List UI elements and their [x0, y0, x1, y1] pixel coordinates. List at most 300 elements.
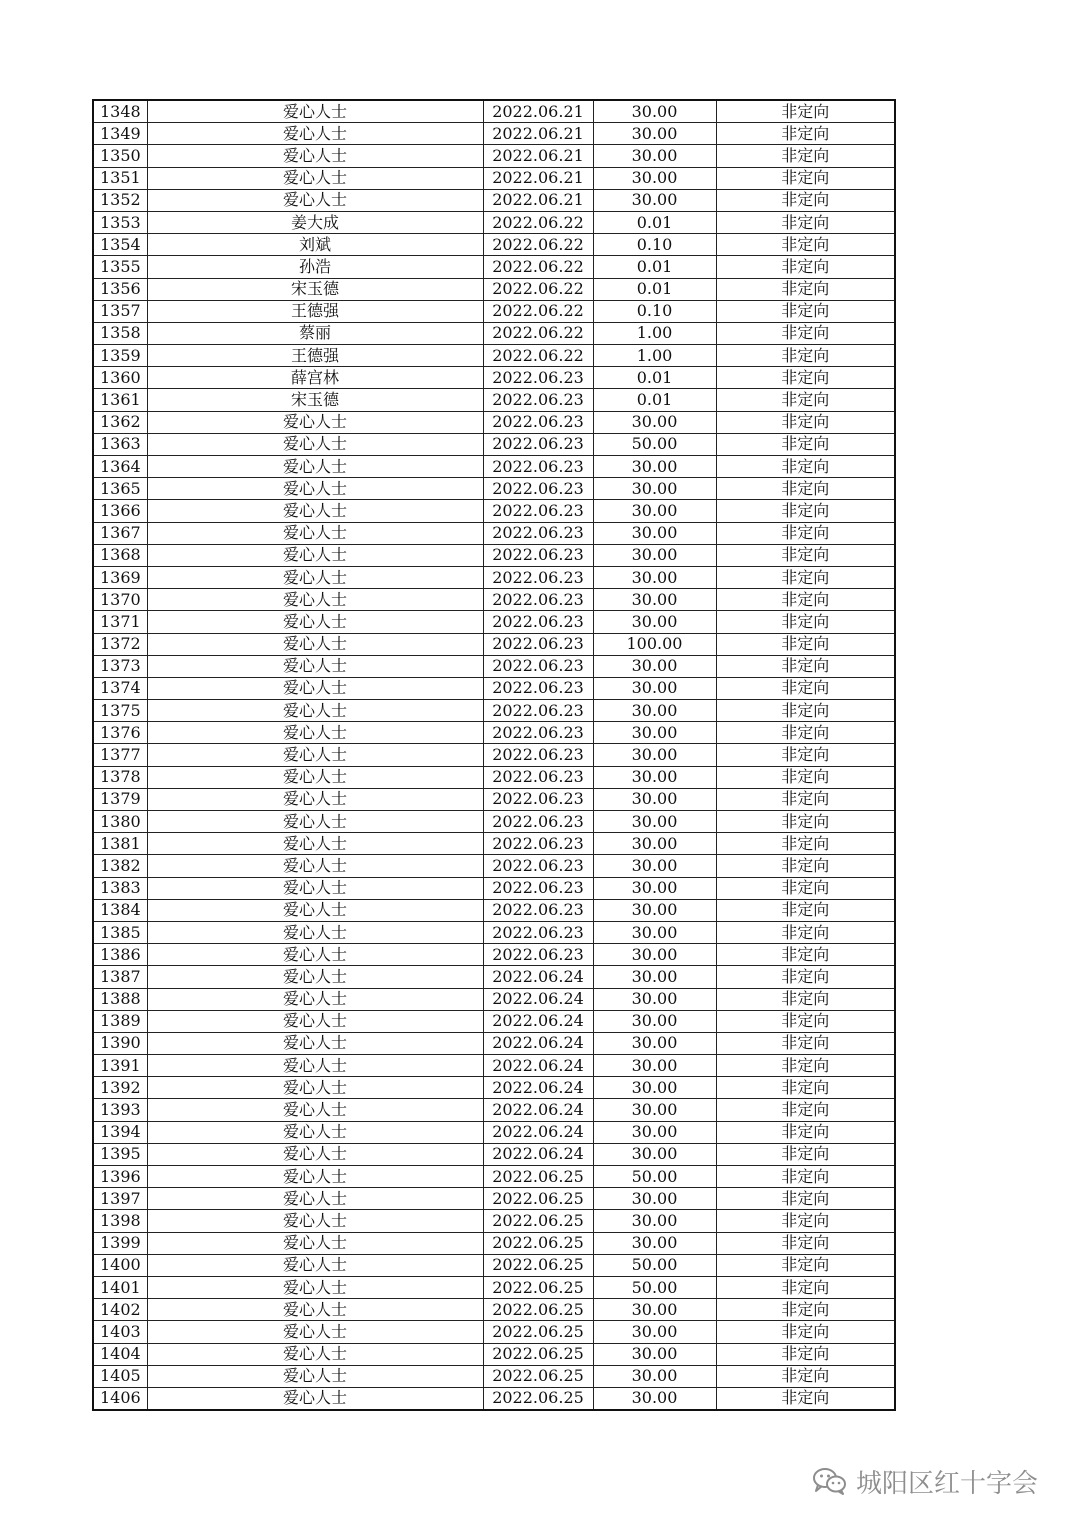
- table-row: [93, 788, 895, 810]
- donation-type: 非定向: [716, 189, 895, 211]
- donation-amount: 30.00: [593, 744, 716, 766]
- donor-name: 爱心人士: [147, 1077, 483, 1099]
- donation-amount: 30.00: [593, 522, 716, 544]
- record-number: 1403: [93, 1321, 147, 1343]
- donation-type: 非定向: [716, 345, 895, 367]
- record-number: 1357: [93, 300, 147, 322]
- table-row: [93, 189, 895, 211]
- donor-name: 王德强: [147, 345, 483, 367]
- table-row: [93, 700, 895, 722]
- donation-date: 2022.06.22: [483, 234, 593, 256]
- record-number: 1372: [93, 633, 147, 655]
- donation-type: 非定向: [716, 899, 895, 921]
- table-row: [93, 389, 895, 411]
- table-row: [93, 123, 895, 145]
- table-row: [93, 1232, 895, 1254]
- table-row: [93, 877, 895, 899]
- donor-name: 爱心人士: [147, 1276, 483, 1298]
- record-number: 1362: [93, 411, 147, 433]
- donation-amount: 30.00: [593, 988, 716, 1010]
- donor-name: 爱心人士: [147, 500, 483, 522]
- donor-name: 爱心人士: [147, 855, 483, 877]
- record-number: 1380: [93, 811, 147, 833]
- donation-date: 2022.06.23: [483, 566, 593, 588]
- table-row: [93, 611, 895, 633]
- donation-amount: 50.00: [593, 1166, 716, 1188]
- donor-name: 爱心人士: [147, 1055, 483, 1077]
- table-row: [93, 766, 895, 788]
- donation-amount: 0.01: [593, 211, 716, 233]
- record-number: 1359: [93, 345, 147, 367]
- table-row: [93, 1055, 895, 1077]
- record-number: 1354: [93, 234, 147, 256]
- wechat-icon: [812, 1466, 848, 1496]
- donation-amount: 100.00: [593, 633, 716, 655]
- record-number: 1366: [93, 500, 147, 522]
- donor-name: 爱心人士: [147, 411, 483, 433]
- donation-type: 非定向: [716, 655, 895, 677]
- table-row: [93, 589, 895, 611]
- table-row: [93, 677, 895, 699]
- table-row: [93, 966, 895, 988]
- donation-amount: 30.00: [593, 966, 716, 988]
- donation-date: 2022.06.23: [483, 921, 593, 943]
- donation-type: 非定向: [716, 1276, 895, 1298]
- donation-type: 非定向: [716, 611, 895, 633]
- donation-type: 非定向: [716, 766, 895, 788]
- donation-amount: 30.00: [593, 811, 716, 833]
- table-row: [93, 522, 895, 544]
- donation-date: 2022.06.23: [483, 633, 593, 655]
- table-row: [93, 411, 895, 433]
- donation-amount: 30.00: [593, 1032, 716, 1054]
- donation-type: 非定向: [716, 877, 895, 899]
- donation-type: 非定向: [716, 1232, 895, 1254]
- record-number: 1356: [93, 278, 147, 300]
- donation-date: 2022.06.22: [483, 256, 593, 278]
- table-row: [93, 345, 895, 367]
- record-number: 1377: [93, 744, 147, 766]
- donation-type: 非定向: [716, 744, 895, 766]
- donation-type: 非定向: [716, 1121, 895, 1143]
- donation-date: 2022.06.23: [483, 722, 593, 744]
- donor-name: 爱心人士: [147, 944, 483, 966]
- donation-amount: 30.00: [593, 478, 716, 500]
- record-number: 1405: [93, 1365, 147, 1387]
- table-row: [93, 234, 895, 256]
- donor-name: 宋玉德: [147, 389, 483, 411]
- donation-type: 非定向: [716, 566, 895, 588]
- record-number: 1396: [93, 1166, 147, 1188]
- donation-type: 非定向: [716, 456, 895, 478]
- donation-date: 2022.06.23: [483, 522, 593, 544]
- donation-type: 非定向: [716, 322, 895, 344]
- donation-type: 非定向: [716, 855, 895, 877]
- record-number: 1402: [93, 1299, 147, 1321]
- donation-date: 2022.06.25: [483, 1210, 593, 1232]
- donor-name: 爱心人士: [147, 1099, 483, 1121]
- record-number: 1400: [93, 1254, 147, 1276]
- donation-type: 非定向: [716, 633, 895, 655]
- donor-name: 爱心人士: [147, 1321, 483, 1343]
- donation-date: 2022.06.23: [483, 899, 593, 921]
- donation-amount: 30.00: [593, 100, 716, 123]
- donation-type: 非定向: [716, 1387, 895, 1410]
- table-row: [93, 256, 895, 278]
- donation-type: 非定向: [716, 944, 895, 966]
- donation-amount: 30.00: [593, 1232, 716, 1254]
- donation-type: 非定向: [716, 234, 895, 256]
- donation-type: 非定向: [716, 1254, 895, 1276]
- table-row: [93, 1077, 895, 1099]
- table-row: [93, 145, 895, 167]
- donation-date: 2022.06.24: [483, 1121, 593, 1143]
- donation-amount: 30.00: [593, 145, 716, 167]
- donor-name: 爱心人士: [147, 877, 483, 899]
- donor-name: 爱心人士: [147, 544, 483, 566]
- donation-type: 非定向: [716, 544, 895, 566]
- record-number: 1401: [93, 1276, 147, 1298]
- donation-type: 非定向: [716, 123, 895, 145]
- donation-amount: 1.00: [593, 322, 716, 344]
- donor-name: 蔡丽: [147, 322, 483, 344]
- donation-type: 非定向: [716, 722, 895, 744]
- donation-type: 非定向: [716, 300, 895, 322]
- donation-amount: 30.00: [593, 1387, 716, 1410]
- donation-amount: 30.00: [593, 500, 716, 522]
- donation-amount: 30.00: [593, 655, 716, 677]
- donor-name: 王德强: [147, 300, 483, 322]
- donor-name: 爱心人士: [147, 433, 483, 455]
- record-number: 1360: [93, 367, 147, 389]
- donor-name: 薛宫林: [147, 367, 483, 389]
- table-row: [93, 1254, 895, 1276]
- donation-type: 非定向: [716, 1343, 895, 1365]
- donation-amount: 30.00: [593, 1343, 716, 1365]
- donation-date: 2022.06.21: [483, 167, 593, 189]
- donor-name: 爱心人士: [147, 788, 483, 810]
- table-row: [93, 1121, 895, 1143]
- donation-type: 非定向: [716, 145, 895, 167]
- record-number: 1382: [93, 855, 147, 877]
- table-row: [93, 500, 895, 522]
- donation-date: 2022.06.25: [483, 1343, 593, 1365]
- donor-name: 爱心人士: [147, 677, 483, 699]
- record-number: 1387: [93, 966, 147, 988]
- record-number: 1386: [93, 944, 147, 966]
- donation-date: 2022.06.22: [483, 300, 593, 322]
- record-number: 1365: [93, 478, 147, 500]
- donor-name: 爱心人士: [147, 1032, 483, 1054]
- donation-amount: 30.00: [593, 1077, 716, 1099]
- table-row: [93, 278, 895, 300]
- record-number: 1367: [93, 522, 147, 544]
- record-number: 1374: [93, 677, 147, 699]
- donor-name: 爱心人士: [147, 1188, 483, 1210]
- table-row: [93, 1032, 895, 1054]
- donor-name: 爱心人士: [147, 1210, 483, 1232]
- record-number: 1369: [93, 566, 147, 588]
- table-row: [93, 300, 895, 322]
- table-row: [93, 1166, 895, 1188]
- donation-amount: 30.00: [593, 944, 716, 966]
- table-row: [93, 1299, 895, 1321]
- donation-amount: 30.00: [593, 1321, 716, 1343]
- donation-date: 2022.06.21: [483, 100, 593, 123]
- record-number: 1352: [93, 189, 147, 211]
- donation-amount: 30.00: [593, 1055, 716, 1077]
- donation-date: 2022.06.21: [483, 123, 593, 145]
- donation-date: 2022.06.23: [483, 589, 593, 611]
- record-number: 1361: [93, 389, 147, 411]
- donor-name: 爱心人士: [147, 1343, 483, 1365]
- table-row: [93, 944, 895, 966]
- donation-date: 2022.06.25: [483, 1276, 593, 1298]
- donation-amount: 30.00: [593, 566, 716, 588]
- donor-name: 爱心人士: [147, 921, 483, 943]
- donation-date: 2022.06.23: [483, 855, 593, 877]
- table-row: [93, 811, 895, 833]
- donation-amount: 30.00: [593, 855, 716, 877]
- donor-name: 刘斌: [147, 234, 483, 256]
- donation-table: [92, 99, 896, 1411]
- table-row: [93, 833, 895, 855]
- donor-name: 爱心人士: [147, 1387, 483, 1410]
- table-row: [93, 1276, 895, 1298]
- record-number: 1404: [93, 1343, 147, 1365]
- donor-name: 爱心人士: [147, 1232, 483, 1254]
- donation-type: 非定向: [716, 478, 895, 500]
- record-number: 1395: [93, 1143, 147, 1165]
- table-row: [93, 655, 895, 677]
- table-row: [93, 478, 895, 500]
- donation-type: 非定向: [716, 522, 895, 544]
- donation-type: 非定向: [716, 1210, 895, 1232]
- donation-date: 2022.06.23: [483, 833, 593, 855]
- donation-date: 2022.06.23: [483, 367, 593, 389]
- donor-name: 孙浩: [147, 256, 483, 278]
- table-row: [93, 1321, 895, 1343]
- donation-amount: 1.00: [593, 345, 716, 367]
- donation-date: 2022.06.23: [483, 700, 593, 722]
- donor-name: 爱心人士: [147, 811, 483, 833]
- donation-date: 2022.06.21: [483, 189, 593, 211]
- donation-type: 非定向: [716, 1077, 895, 1099]
- donation-date: 2022.06.23: [483, 611, 593, 633]
- record-number: 1384: [93, 899, 147, 921]
- donation-amount: 30.00: [593, 766, 716, 788]
- record-number: 1406: [93, 1387, 147, 1410]
- donation-type: 非定向: [716, 966, 895, 988]
- table-row: [93, 899, 895, 921]
- donor-name: 爱心人士: [147, 766, 483, 788]
- record-number: 1378: [93, 766, 147, 788]
- donation-date: 2022.06.22: [483, 211, 593, 233]
- donation-type: 非定向: [716, 1299, 895, 1321]
- donation-date: 2022.06.24: [483, 1010, 593, 1032]
- donor-name: 爱心人士: [147, 744, 483, 766]
- donation-amount: 0.10: [593, 300, 716, 322]
- donation-date: 2022.06.25: [483, 1166, 593, 1188]
- donation-date: 2022.06.22: [483, 345, 593, 367]
- donation-type: 非定向: [716, 921, 895, 943]
- donation-amount: 30.00: [593, 456, 716, 478]
- donation-date: 2022.06.24: [483, 1032, 593, 1054]
- donor-name: 爱心人士: [147, 722, 483, 744]
- donor-name: 爱心人士: [147, 189, 483, 211]
- donation-type: 非定向: [716, 1321, 895, 1343]
- donation-amount: 50.00: [593, 1254, 716, 1276]
- watermark-text: 城阳区红十字会: [856, 1468, 1039, 1499]
- donation-type: 非定向: [716, 256, 895, 278]
- record-number: 1348: [93, 100, 147, 123]
- record-number: 1389: [93, 1010, 147, 1032]
- table-row: [93, 1188, 895, 1210]
- table-row: [93, 167, 895, 189]
- table-row: [93, 988, 895, 1010]
- donation-type: 非定向: [716, 988, 895, 1010]
- donor-name: 爱心人士: [147, 1010, 483, 1032]
- donation-amount: 30.00: [593, 544, 716, 566]
- record-number: 1392: [93, 1077, 147, 1099]
- record-number: 1349: [93, 123, 147, 145]
- donation-type: 非定向: [716, 1032, 895, 1054]
- table-row: [93, 367, 895, 389]
- table-row: [93, 1143, 895, 1165]
- donor-name: 爱心人士: [147, 1121, 483, 1143]
- table-row: [93, 1210, 895, 1232]
- donor-name: 爱心人士: [147, 100, 483, 123]
- record-number: 1381: [93, 833, 147, 855]
- donation-date: 2022.06.22: [483, 322, 593, 344]
- donation-date: 2022.06.21: [483, 145, 593, 167]
- donation-type: 非定向: [716, 1188, 895, 1210]
- donation-date: 2022.06.23: [483, 389, 593, 411]
- table-row: [93, 1099, 895, 1121]
- record-number: 1358: [93, 322, 147, 344]
- donation-amount: 30.00: [593, 1121, 716, 1143]
- donation-amount: 0.01: [593, 256, 716, 278]
- donation-date: 2022.06.23: [483, 500, 593, 522]
- donation-type: 非定向: [716, 278, 895, 300]
- record-number: 1368: [93, 544, 147, 566]
- donation-type: 非定向: [716, 411, 895, 433]
- donation-date: 2022.06.24: [483, 1143, 593, 1165]
- table-row: [93, 1343, 895, 1365]
- donation-type: 非定向: [716, 788, 895, 810]
- record-number: 1355: [93, 256, 147, 278]
- donor-name: 爱心人士: [147, 456, 483, 478]
- donation-date: 2022.06.24: [483, 988, 593, 1010]
- donation-amount: 30.00: [593, 167, 716, 189]
- donation-amount: 30.00: [593, 1299, 716, 1321]
- record-number: 1370: [93, 589, 147, 611]
- record-number: 1379: [93, 788, 147, 810]
- table-row: [93, 100, 895, 123]
- donation-type: 非定向: [716, 1099, 895, 1121]
- record-number: 1373: [93, 655, 147, 677]
- table-row: [93, 744, 895, 766]
- donation-date: 2022.06.23: [483, 744, 593, 766]
- record-number: 1397: [93, 1188, 147, 1210]
- donor-name: 爱心人士: [147, 1299, 483, 1321]
- donation-amount: 30.00: [593, 700, 716, 722]
- table-row: [93, 1010, 895, 1032]
- table-row: [93, 1387, 895, 1410]
- donor-name: 爱心人士: [147, 478, 483, 500]
- table-row: [93, 633, 895, 655]
- donor-name: 姜大成: [147, 211, 483, 233]
- donation-amount: 30.00: [593, 1010, 716, 1032]
- donation-date: 2022.06.24: [483, 1077, 593, 1099]
- donation-amount: 30.00: [593, 189, 716, 211]
- donation-type: 非定向: [716, 1166, 895, 1188]
- donation-amount: 30.00: [593, 123, 716, 145]
- table-row: [93, 322, 895, 344]
- record-number: 1390: [93, 1032, 147, 1054]
- donation-date: 2022.06.23: [483, 544, 593, 566]
- donor-name: 爱心人士: [147, 145, 483, 167]
- record-number: 1383: [93, 877, 147, 899]
- donation-amount: 30.00: [593, 589, 716, 611]
- donation-date: 2022.06.25: [483, 1387, 593, 1410]
- record-number: 1388: [93, 988, 147, 1010]
- donor-name: 爱心人士: [147, 123, 483, 145]
- donation-date: 2022.06.23: [483, 456, 593, 478]
- record-number: 1371: [93, 611, 147, 633]
- donation-type: 非定向: [716, 700, 895, 722]
- table-row: [93, 722, 895, 744]
- donation-amount: 30.00: [593, 611, 716, 633]
- record-number: 1398: [93, 1210, 147, 1232]
- donation-type: 非定向: [716, 1010, 895, 1032]
- donation-date: 2022.06.22: [483, 278, 593, 300]
- donation-date: 2022.06.25: [483, 1299, 593, 1321]
- donation-type: 非定向: [716, 389, 895, 411]
- donation-amount: 30.00: [593, 877, 716, 899]
- donation-amount: 0.01: [593, 389, 716, 411]
- record-number: 1364: [93, 456, 147, 478]
- record-number: 1375: [93, 700, 147, 722]
- donation-date: 2022.06.23: [483, 788, 593, 810]
- donor-name: 爱心人士: [147, 611, 483, 633]
- donation-type: 非定向: [716, 677, 895, 699]
- donation-type: 非定向: [716, 500, 895, 522]
- record-number: 1391: [93, 1055, 147, 1077]
- donor-name: 爱心人士: [147, 1143, 483, 1165]
- record-number: 1376: [93, 722, 147, 744]
- donation-type: 非定向: [716, 811, 895, 833]
- donation-type: 非定向: [716, 433, 895, 455]
- donation-amount: 30.00: [593, 833, 716, 855]
- donor-name: 宋玉德: [147, 278, 483, 300]
- donation-amount: 30.00: [593, 899, 716, 921]
- donation-amount: 0.01: [593, 278, 716, 300]
- record-number: 1394: [93, 1121, 147, 1143]
- record-number: 1393: [93, 1099, 147, 1121]
- donation-amount: 30.00: [593, 722, 716, 744]
- watermark: [812, 1456, 1038, 1506]
- donation-date: 2022.06.25: [483, 1365, 593, 1387]
- donor-name: 爱心人士: [147, 1365, 483, 1387]
- donor-name: 爱心人士: [147, 589, 483, 611]
- donation-date: 2022.06.24: [483, 1055, 593, 1077]
- donation-date: 2022.06.23: [483, 478, 593, 500]
- donation-date: 2022.06.23: [483, 766, 593, 788]
- donation-amount: 50.00: [593, 1276, 716, 1298]
- donation-date: 2022.06.23: [483, 433, 593, 455]
- donor-name: 爱心人士: [147, 522, 483, 544]
